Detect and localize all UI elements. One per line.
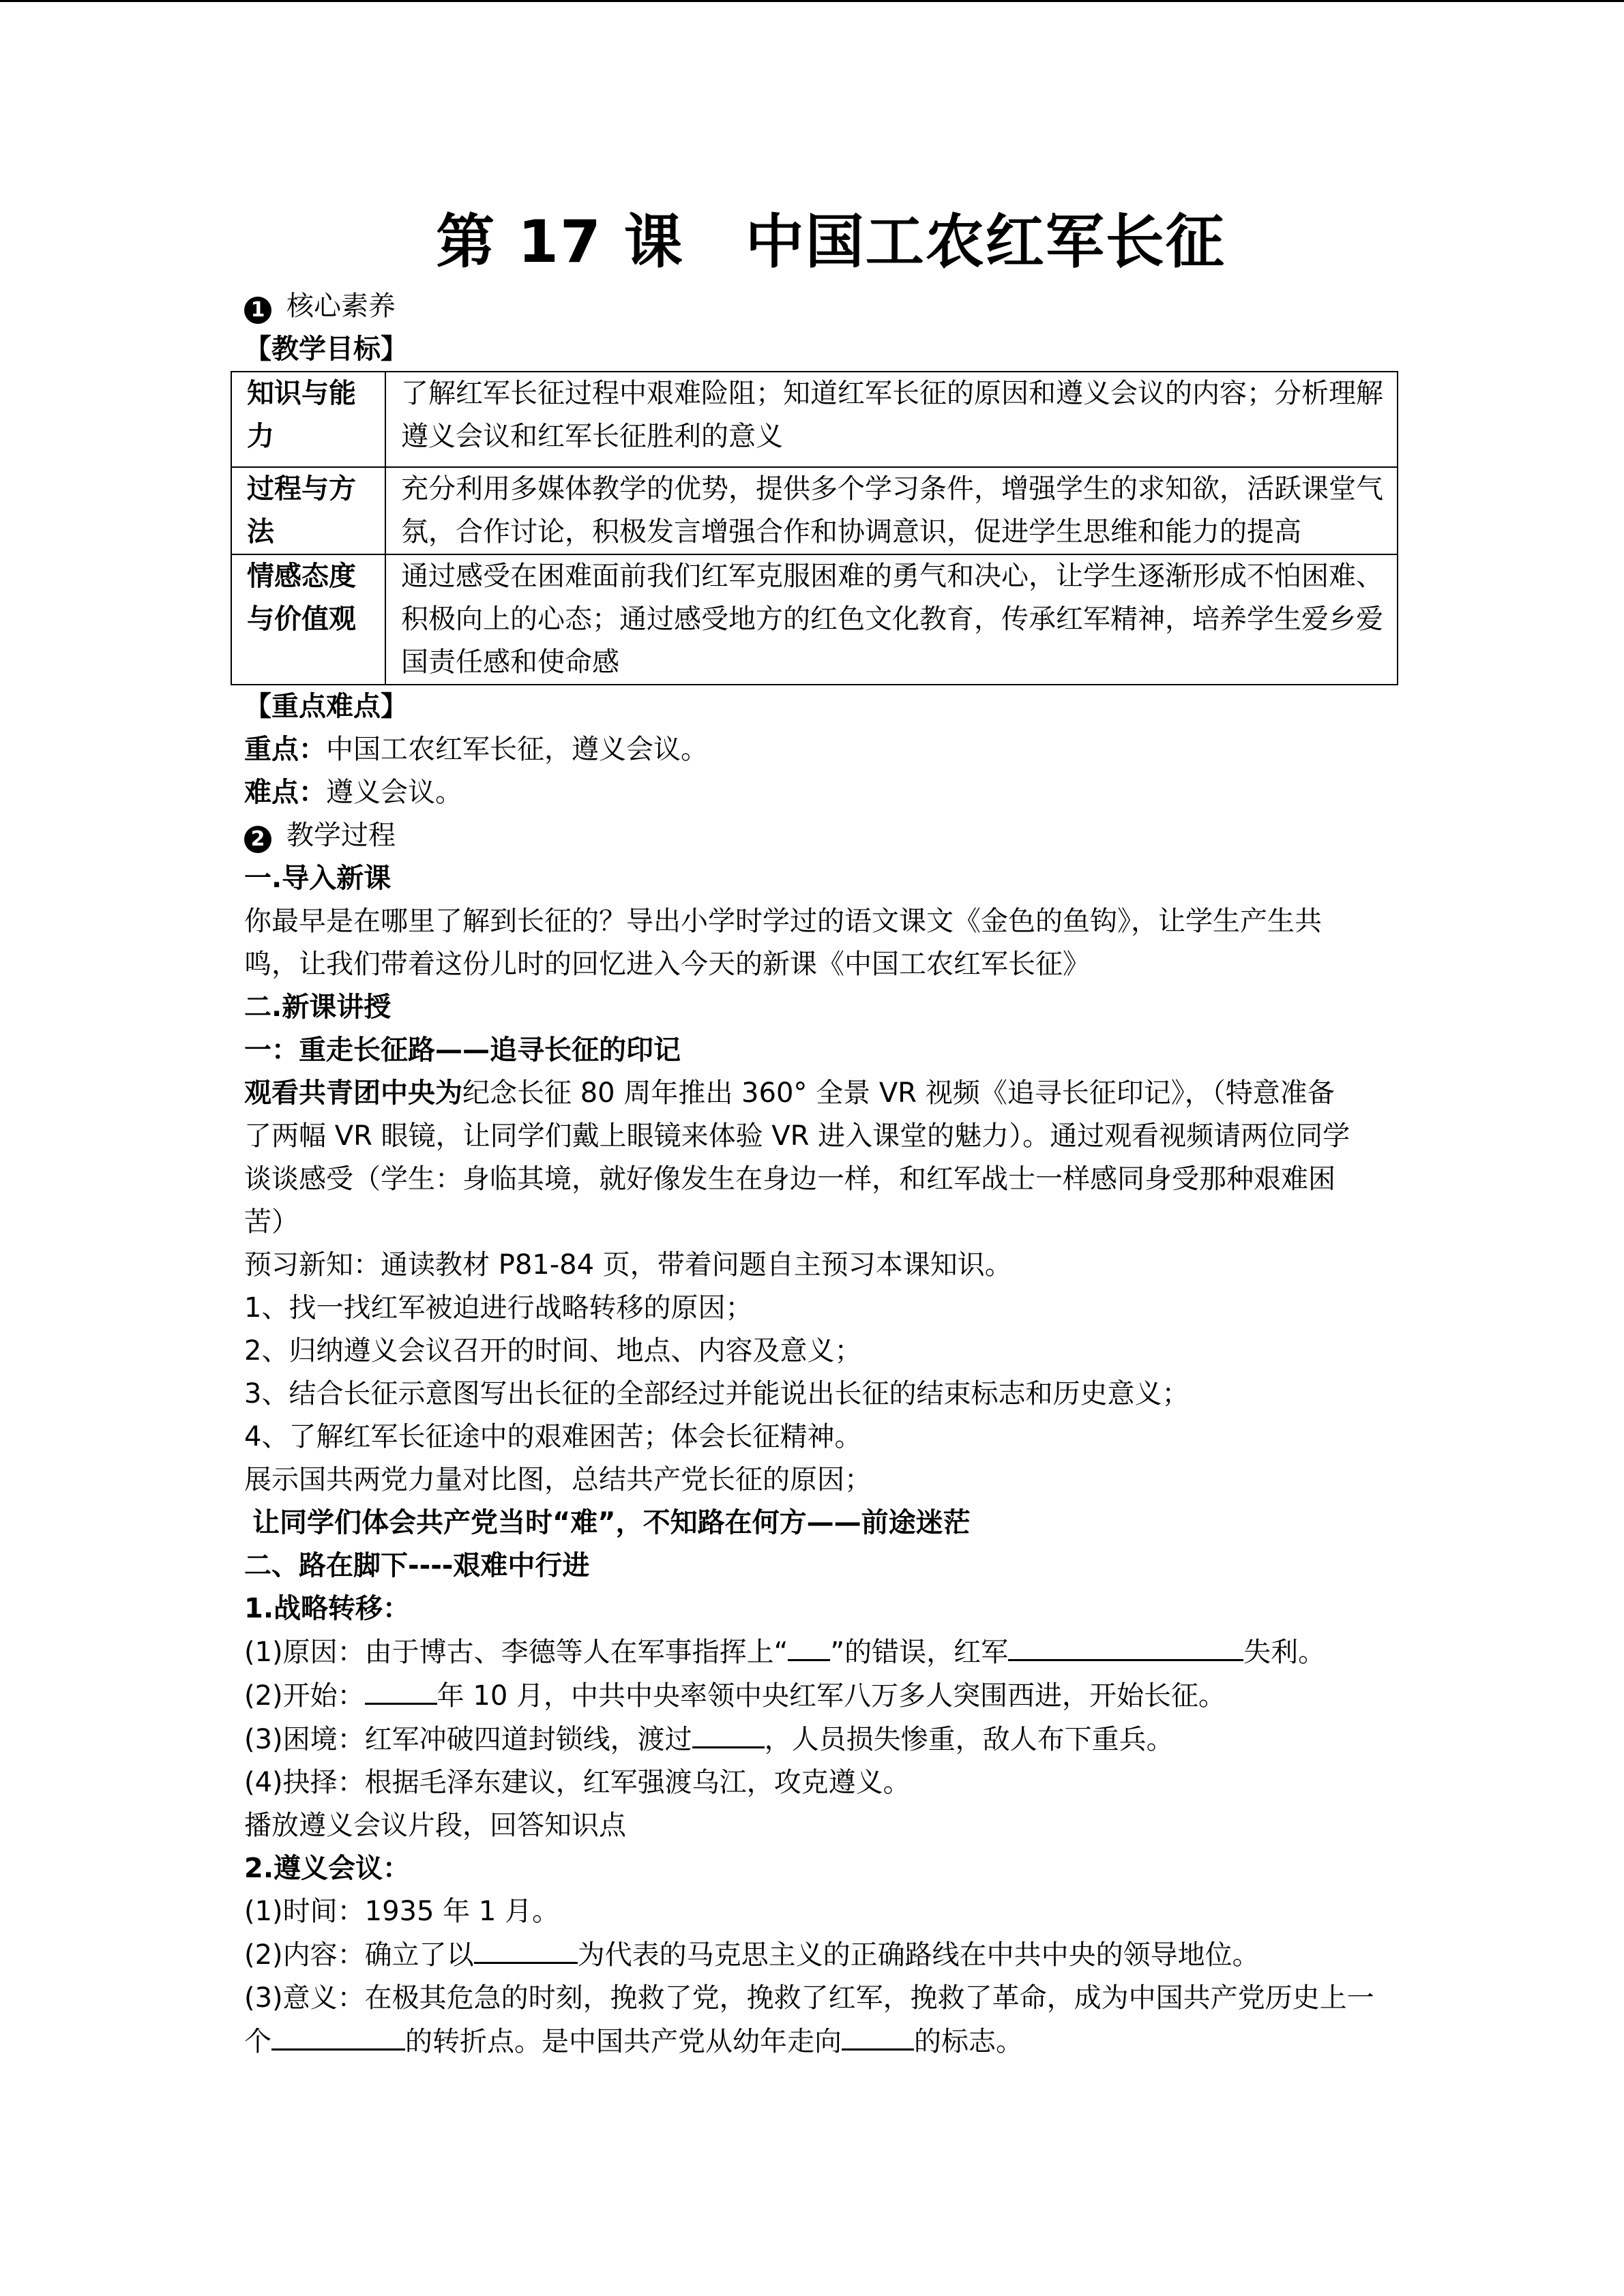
text-segment: ，人员损失惨重，敌人布下重兵。	[764, 1724, 1174, 1755]
table-row	[231, 554, 1398, 685]
zunyi-item-3: (3)意义：在极其危急的时刻，挽救了党，挽救了红军，挽救了革命，成为中国共产党历史上一	[244, 1982, 1374, 2014]
goal-label: 情感态度与价值观	[231, 554, 385, 685]
key-point-text: 中国工农红军长征，遵义会议。	[326, 734, 708, 765]
page-title	[244, 198, 1417, 286]
difficulty-line: 让同学们体会共产党当时“难”，不知路在何方——前途迷茫	[252, 1507, 971, 1538]
number-badge-1: 1	[244, 297, 271, 324]
zunyi-heading: 2.遵义会议：	[244, 1853, 411, 1884]
strategy-heading: 1.战略转移：	[244, 1593, 411, 1624]
paragraph-line: 了两幅 VR 眼镜，让同学们戴上眼镜来体验 VR 进入课堂的魅力）。通过观看视频请两位同学	[244, 1120, 1350, 1152]
fill-blank	[1008, 1630, 1243, 1661]
list-item: 3、结合长征示意图写出长征的全部经过并能说出长征的结束标志和历史意义；	[244, 1378, 1190, 1410]
teaching-goals-table	[231, 371, 1398, 685]
section-core-literacy	[244, 285, 1417, 328]
list-item: 1、找一找红军被迫进行战略转移的原因；	[244, 1292, 753, 1324]
paragraph-line: 鸣，让我们带着这份儿时的回忆进入今天的新课《中国工农红军长征》	[244, 949, 1090, 980]
text-segment: 失利。	[1243, 1637, 1326, 1668]
paragraph-line: 你最早是在哪里了解到长征的？导出小学时学过的语文课文《金色的鱼钩》，让学生产生共	[244, 906, 1322, 937]
text-segment: 的转折点。是中国共产党从幼年走向	[405, 2026, 842, 2057]
text-segment: 个	[244, 2026, 271, 2057]
lesson-title: 中国工农红军长征	[745, 208, 1226, 276]
strategy-item-1	[244, 1630, 1417, 1674]
text-segment: 年 10 月，中共中央率领中央红军八万多人突围西进，开始长征。	[437, 1680, 1226, 1712]
goal-text: 通过感受在困难面前我们红军克服困难的勇气和决心，让学生逐渐形成不怕困难、积极向上的心态；通过感受地方的红色文化教育，传承红军精神，培养学生爱乡爱国责任感和使命感	[385, 554, 1398, 685]
watch-text: 纪念长征 80 周年推出 360° 全景 VR 视频《追寻长征印记》，（特意准备	[462, 1077, 1335, 1109]
fill-blank	[271, 2020, 405, 2051]
part2-heading: 二、路在脚下----艰难中行进	[244, 1550, 590, 1581]
difficult-point-label: 难点：	[244, 777, 326, 808]
part1-heading: 一：重走长征路——追寻长征的印记	[244, 1034, 681, 1066]
table-row	[231, 467, 1398, 554]
watch-bold-text: 观看共青团中央为	[244, 1077, 462, 1109]
fill-blank	[788, 1630, 830, 1661]
list-item: 4、了解红军长征途中的艰难困苦；体会长征精神。	[244, 1421, 862, 1452]
key-point	[244, 728, 1417, 771]
strategy-item-4: (4)抉择：根据毛泽东建议，红军强渡乌江，攻克遵义。	[244, 1767, 911, 1798]
strategy-item-3	[244, 1718, 1417, 1761]
section-label: 核心素养	[286, 290, 396, 322]
goal-text: 了解红军长征过程中艰难险阻；知道红军长征的原因和遵义会议的内容；分析理解遵义会议和红军长征胜利的意义	[385, 372, 1398, 467]
document-page	[244, 198, 1417, 2063]
text-segment: (2)开始：	[244, 1680, 365, 1712]
text-segment: (2)内容：确立了以	[244, 1939, 474, 1971]
strategy-item-2	[244, 1674, 1417, 1718]
difficult-point-text: 遵义会议。	[326, 777, 462, 808]
paragraph-line	[244, 1072, 1417, 1115]
goal-label: 过程与方法	[231, 467, 385, 554]
play-line: 播放遵义会议片段，回答知识点	[244, 1810, 626, 1841]
fill-blank	[842, 2020, 914, 2051]
new-lesson-heading: 二.新课讲授	[244, 992, 392, 1023]
number-badge-2: 2	[244, 826, 271, 853]
text-segment: (3)困境：红军冲破四道封锁线，渡过	[244, 1724, 692, 1755]
table-row	[231, 372, 1398, 467]
goal-label: 知识与能力	[231, 372, 385, 467]
goal-text: 充分利用多媒体教学的优势，提供多个学习条件，增强学生的求知欲，活跃课堂气氛，合作讨论，积极发言增强合作和协调意识，促进学生思维和能力的提高	[385, 467, 1398, 554]
paragraph-line: 苦）	[244, 1206, 299, 1238]
list-item: 预习新知：通读教材 P81-84 页，带着问题自主预习本课知识。	[244, 1249, 1012, 1281]
section-teaching-process	[244, 814, 1417, 857]
difficult-point	[244, 771, 1417, 814]
zunyi-item-1: (1)时间：1935 年 1 月。	[244, 1896, 560, 1927]
fill-blank	[692, 1718, 765, 1748]
paragraph-line: 谈谈感受（学生：身临其境，就好像发生在身边一样，和红军战士一样感同身受那种艰难困	[244, 1163, 1335, 1195]
zunyi-item-2	[244, 1933, 1417, 1977]
list-item: 2、归纳遵义会议召开的时间、地点、内容及意义；	[244, 1335, 862, 1367]
key-heading: 【重点难点】	[244, 691, 408, 722]
text-segment: 的标志。	[914, 2026, 1023, 2057]
intro-heading: 一.导入新课	[244, 863, 392, 894]
fill-blank	[365, 1674, 437, 1705]
fill-blank	[474, 1933, 578, 1964]
text-segment: ”的错误，红军	[830, 1637, 1009, 1668]
top-border	[0, 0, 1624, 2]
section-label: 教学过程	[286, 820, 396, 851]
zunyi-item-4	[244, 2020, 1417, 2063]
lesson-number: 第 17 课	[436, 208, 684, 276]
text-segment: 为代表的马克思主义的正确路线在中共中央的领导地位。	[577, 1939, 1260, 1971]
text-segment: (1)原因：由于博古、李德等人在军事指挥上“	[244, 1637, 788, 1668]
key-point-label: 重点：	[244, 734, 326, 765]
goals-heading: 【教学目标】	[244, 333, 408, 365]
list-item: 展示国共两党力量对比图，总结共产党长征的原因；	[244, 1464, 872, 1495]
